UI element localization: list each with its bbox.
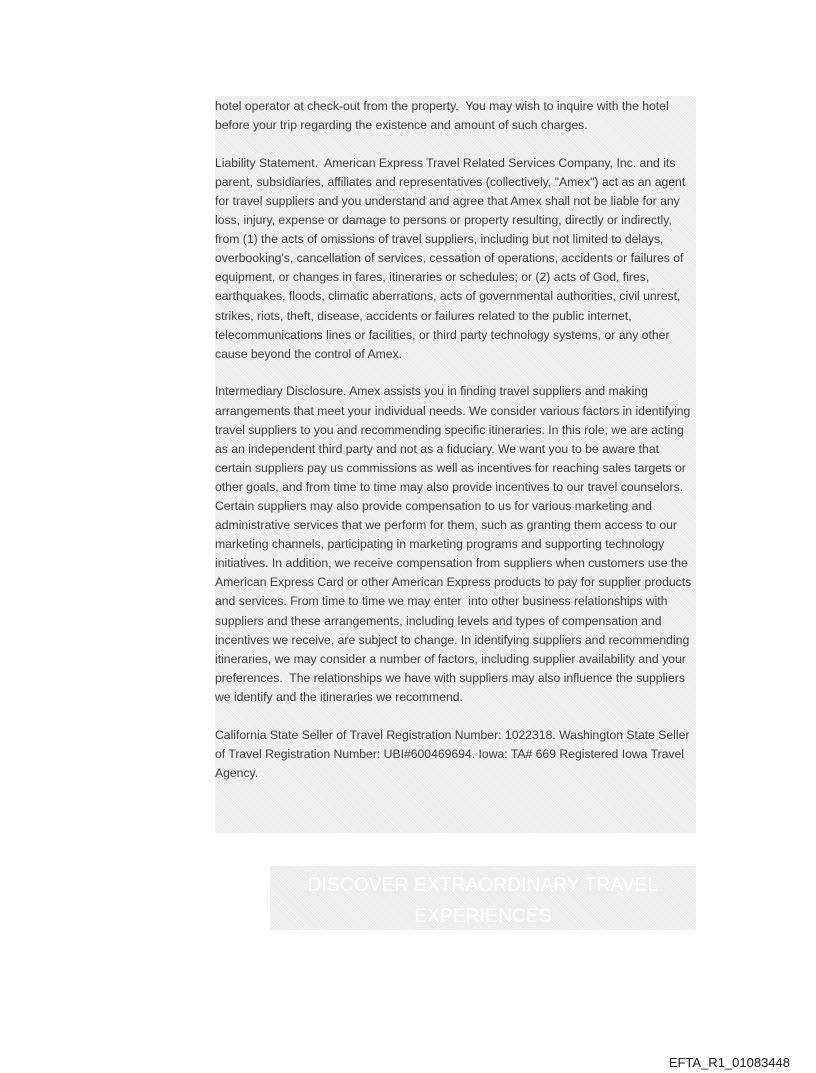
intermediary-disclosure-paragraph: Intermediary Disclosure. Amex assists you in finding travel suppliers and making arrangements that meet your individual needs. We consider various factors in identifying travel suppliers to you and recommending specific itineraries. In this role, we are acting as an independent third party and not as a fiduciary. We want you to be aware that certain suppliers pay us commissions as well as incentives for reaching sales targets or other goals, and from time to time may also provide incentives to our travel counselors. Certain suppliers may also provide compensation to us for various marketing and administrative services that we perform for them, such as granting them access to our marketing channels, participating in marketing programs and supporting technology initiatives. In addition, we receive compensation from suppliers when customers use the American Express Card or other American Express products to pay for supplier products and services. From time to time we may enter into other business relationships with suppliers and these arrangements, including levels and types of compensation and incentives we receive, are subject to change. In identifying suppliers and recommending itineraries, we may consider a number of factors, including supplier availability and your preferences. The relationships we have with suppliers may also influence the suppliers we identify and the itineraries we recommend. (215, 384, 695, 704)
document-body (215, 97, 694, 801)
liability-statement-paragraph: Liability Statement. American Express Travel Related Services Company, Inc. and its parent, subsidiaries, affiliates and representatives (collectively, "Amex") act as an agent for travel suppliers and you understand and agree that Amex shall not be liable for any loss, injury, expense or damage to persons or property resulting, directly or indirectly, from (1) the acts of omissions of travel suppliers, including but not limited to delays, overbooking's, cancellation of services, cessation of operations, accidents or failures of equipment, or changes in fares, itineraries or schedules; or (2) acts of God, fires, earthquakes, floods, climatic aberrations, acts of governmental authorities, civil unrest, strikes, riots, theft, disease, accidents or failures related to the public internet, telecommunications lines or facilities, or third party technology systems, or any other cause beyond the control of Amex. (215, 155, 689, 361)
registration-numbers-paragraph: California State Seller of Travel Registration Number: 1022318. Washington State Seller of Travel Registration Number: UBI#600469694. Iowa: TA# 669 Registered Iowa Travel Agency. (215, 727, 693, 780)
hotel-charges-paragraph: hotel operator at check-out from the property. You may wish to inquire with the hotel before your trip regarding the existence and amount of such charges. (215, 99, 673, 133)
discover-banner-text[interactable]: DISCOVER EXTRAORDINARY TRAVEL EXPERIENCES (307, 875, 659, 927)
document-id: EFTA_R1_01083448 (668, 1055, 790, 1070)
